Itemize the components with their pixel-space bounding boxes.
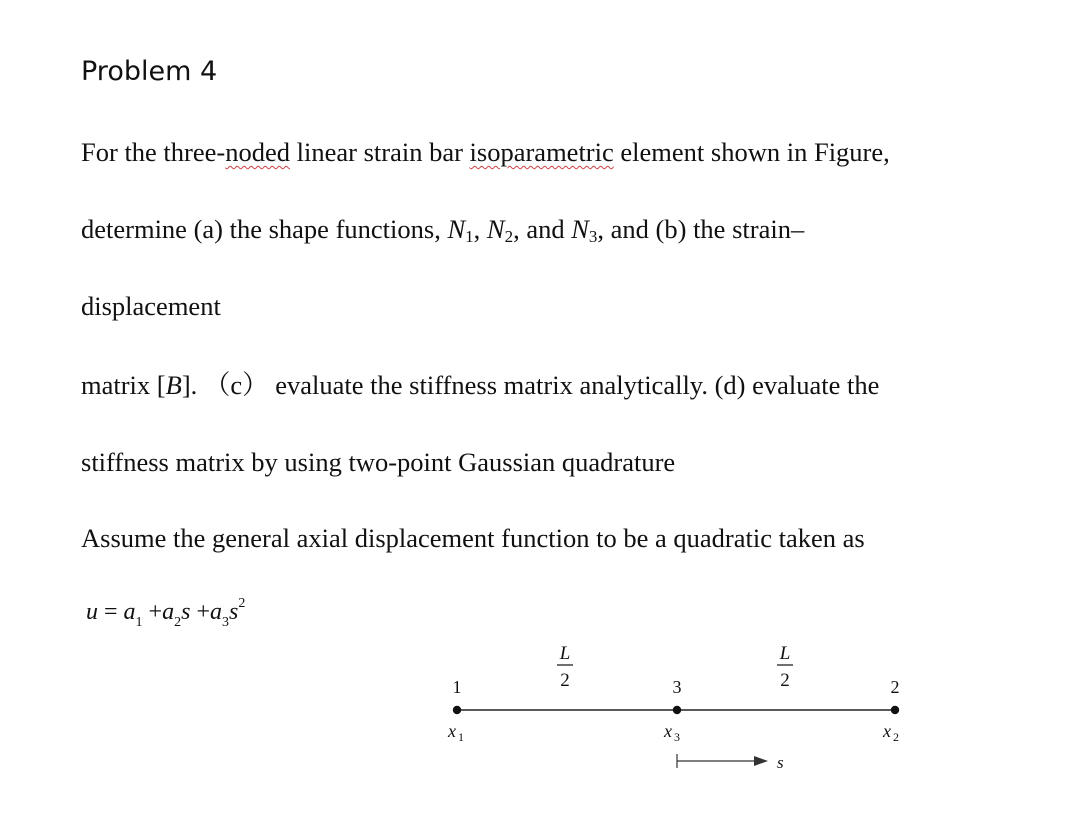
text-line-5: stiffness matrix by using two-point Gaussian quadrature [81, 447, 676, 477]
symbol-B: B [165, 370, 182, 400]
subscript: 1 [465, 227, 474, 246]
eq-s: s [228, 599, 239, 625]
text-span: matrix [ [81, 370, 166, 400]
eq-sub: 3 [221, 615, 229, 630]
text-span: linear strain bar [290, 137, 470, 167]
text-span: , and (b) the strain– [597, 214, 805, 244]
symbol-N3: N [571, 214, 589, 244]
node-1-label: 1 [452, 677, 462, 697]
spellcheck-word: isoparametric [469, 137, 614, 167]
symbol-N2: N [486, 214, 505, 244]
problem-heading: Problem 4 [81, 56, 218, 87]
s-axis-arrowhead [754, 756, 768, 766]
symbol-N1: N [447, 214, 466, 244]
node-3-label: 3 [672, 677, 682, 697]
text-line-3: displacement [81, 291, 221, 321]
eq-a: a [162, 599, 175, 625]
eq-a: a [209, 599, 222, 625]
eq-power: 2 [238, 596, 246, 611]
subscript: 2 [504, 227, 514, 246]
text-span: , [473, 214, 487, 244]
eq-s: s [181, 599, 191, 625]
x2-subscript: 2 [893, 730, 899, 744]
text-span: element shown in Figure, [613, 137, 890, 167]
text-span: , and [513, 214, 572, 244]
eq-equals: = [98, 599, 124, 625]
half-length-numerator-left: L [559, 643, 571, 664]
text-line-6: Assume the general axial displacement function to be a quadratic taken as [81, 523, 865, 553]
text-span: determine (a) the shape functions, [81, 214, 448, 244]
x3-label: x [664, 721, 672, 741]
half-length-denominator-left: 2 [560, 670, 570, 691]
x1-label: x [448, 721, 456, 741]
node-2-dot [891, 706, 899, 714]
eq-u: u [86, 599, 98, 625]
s-axis-label: s [777, 753, 784, 772]
x2-label: x [883, 721, 891, 741]
eq-plus: + [190, 599, 210, 625]
x3-subscript: 3 [674, 730, 680, 744]
eq-sub: 2 [174, 615, 182, 630]
node-1-dot [453, 706, 461, 714]
half-length-denominator-right: 2 [780, 670, 790, 691]
half-length-numerator-right: L [779, 643, 791, 664]
eq-a: a [123, 599, 136, 625]
x1-subscript: 1 [458, 730, 464, 744]
node-3-dot [673, 706, 681, 714]
eq-plus: + [142, 599, 163, 625]
text-span: ]. （c） evaluate the stiffness matrix analytically. (d) evaluate the [181, 370, 880, 400]
subscript: 3 [588, 227, 598, 246]
eq-sub: 1 [135, 615, 143, 630]
node-2-label: 2 [890, 677, 900, 697]
spellcheck-word: noded [225, 137, 290, 167]
text-span: For the three- [81, 137, 226, 167]
